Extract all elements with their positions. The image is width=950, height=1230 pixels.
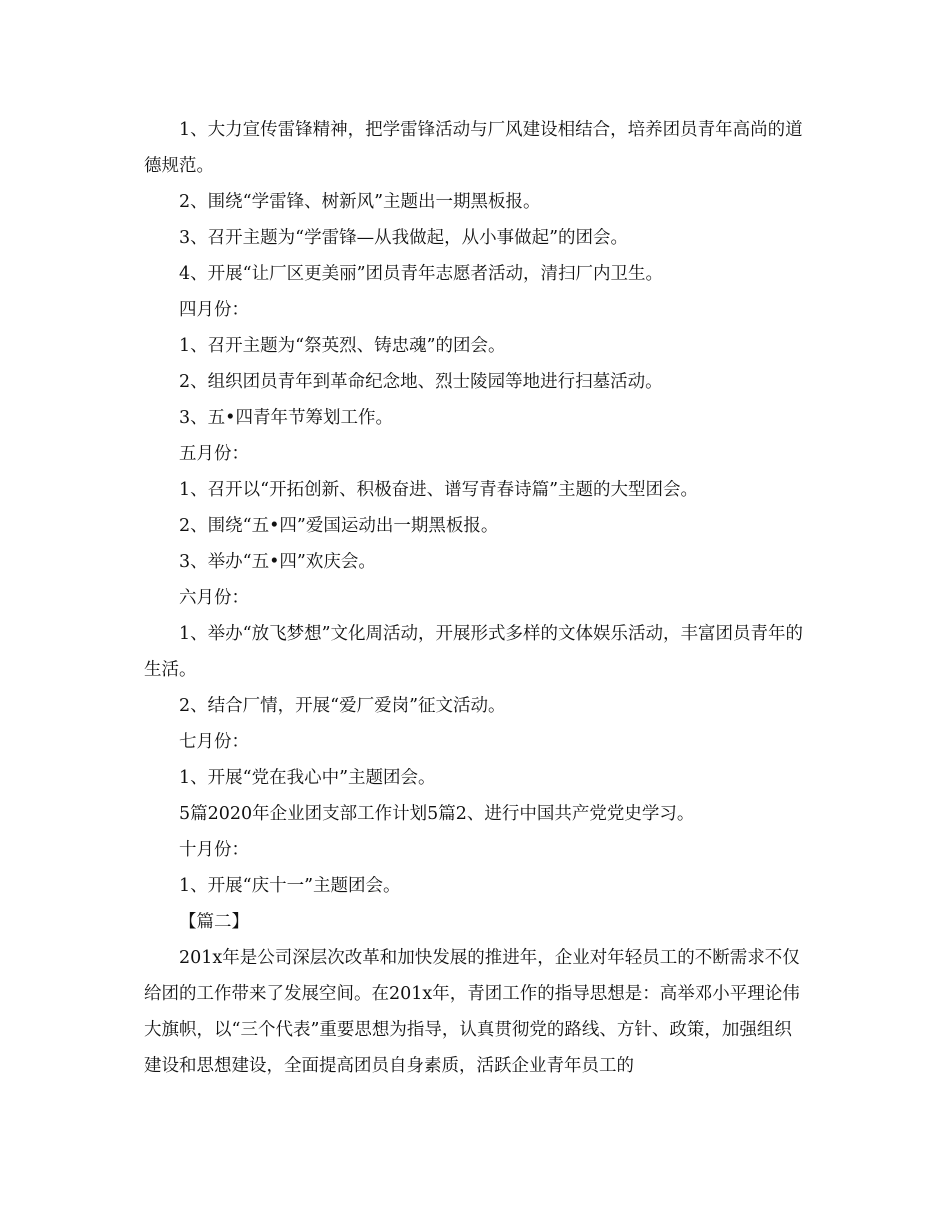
- paragraph-13: 1、举办“放飞梦想”文化周活动，开展形式多样的文体娱乐活动，丰富团员青年的生活。: [144, 624, 804, 680]
- paragraph-11: 3、举办“五•四”欢庆会。: [179, 552, 376, 572]
- paragraph-1: 2、围绕“学雷锋、树新风”主题出一期黑板报。: [179, 192, 541, 212]
- paragraph-16: 1、开展“党在我心中”主题团会。: [179, 768, 436, 788]
- section-heading-april: 四月份：: [179, 300, 249, 320]
- paragraph-0: 1、大力宣传雷锋精神，把学雷锋活动与厂风建设相结合，培养团员青年高尚的道德规范。: [144, 120, 803, 176]
- paragraph-9: 1、召开以“开拓创新、积极奋进、谱写青春诗篇”主题的大型团会。: [179, 480, 699, 500]
- paragraph-6: 2、组织团员青年到革命纪念地、烈士陵园等地进行扫墓活动。: [179, 372, 663, 392]
- paragraph-21: 201x年是公司深层次改革和加快发展的推进年，企业对年轻员工的不断需求不仅给团的工作带来了发展空间。在201x年，青团工作的指导思想是：高举邓小平理论伟大旗帜，以“三个代表”重要思想为指导，认真贯彻党的路线、方针、政策，加强组织建设和思想建设，全面提高团员自身素质，活跃企业青年员工的: [144, 948, 800, 1076]
- section-heading-october: 十月份：: [179, 840, 249, 860]
- paragraph-7: 3、五•四青年节筹划工作。: [179, 408, 393, 428]
- document-body: [144, 112, 808, 1084]
- section-heading-july: 七月份：: [179, 732, 249, 752]
- section-heading-part-two: 【篇二】: [179, 912, 249, 932]
- section-heading-may: 五月份：: [179, 444, 249, 464]
- paragraph-19: 1、开展“庆十一”主题团会。: [179, 876, 401, 896]
- paragraph-3: 4、开展“让厂区更美丽”团员青年志愿者活动，清扫厂内卫生。: [179, 264, 664, 284]
- section-heading-june: 六月份：: [179, 588, 249, 608]
- paragraph-10: 2、围绕“五•四”爱国运动出一期黑板报。: [179, 516, 499, 536]
- paragraph-17: 5篇2020年企业团支部工作计划5篇2、进行中国共产党党史学习。: [179, 804, 695, 824]
- paragraph-5: 1、召开主题为“祭英烈、铸忠魂”的团会。: [179, 336, 506, 356]
- paragraph-2: 3、召开主题为“学雷锋—从我做起，从小事做起”的团会。: [179, 228, 629, 248]
- paragraph-14: 2、结合厂情，开展“爱厂爱岗”征文活动。: [179, 696, 506, 716]
